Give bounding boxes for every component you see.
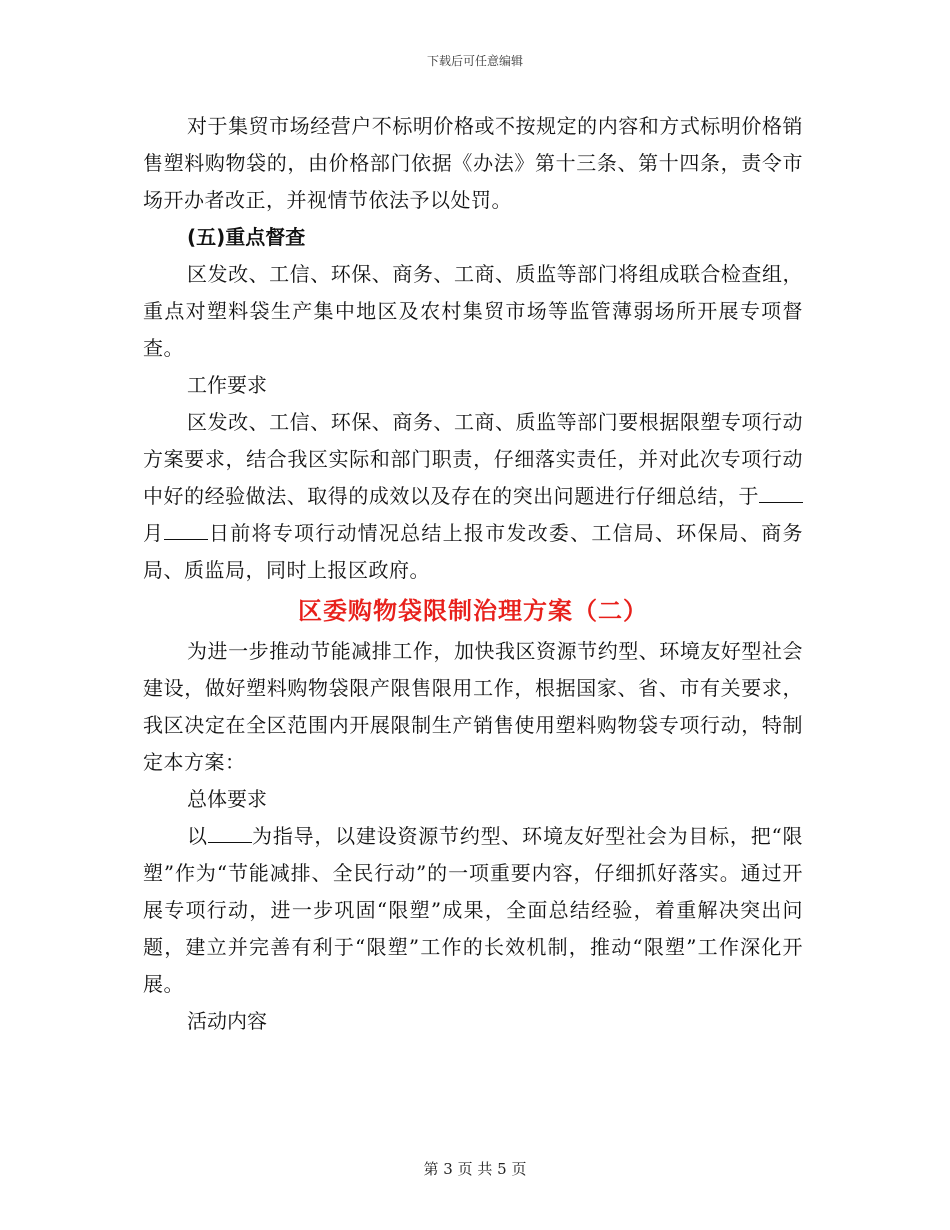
work-req-text-c: 日前将专项行动情况总结上报市发改委、工信局、环保局、商务局、质监局，同时上报区政府。 — [143, 521, 804, 582]
section-heading-activity-content: 活动内容 — [187, 1009, 267, 1033]
blank-guideline-field — [208, 822, 252, 843]
work-req-text-b: 月 — [143, 521, 165, 545]
paragraph-joint-inspection: 区发改、工信、环保、商务、工商、质监等部门将组成联合检查组，重点对塑料袋生产集中地区及农村集贸市场等监管薄弱场所开展专项督查。 — [143, 262, 803, 360]
overall-text-a: 以 — [187, 824, 208, 848]
paragraph-work-requirements — [143, 404, 803, 589]
work-req-text-a: 区发改、工信、环保、商务、工商、质监等部门要根据限塑专项行动方案要求，结合我区实际和部门职责，仔细落实责任，并对此次专项行动中好的经验做法、取得的成效以及存在的突出问题进行仔细总结，于 — [143, 410, 803, 508]
page-footer: 第 3 页 共 5 页 — [423, 1160, 527, 1178]
blank-day-field — [164, 519, 208, 540]
overall-text-b: 为指导，以建设资源节约型、环境友好型社会为目标，把“限塑”作为“节能减排、全民行动”的一项重要内容，仔细抓好落实。通过开展专项行动，进一步巩固“限塑”成果，全面总结经验，着重解决突出问题，建立并完善有利于“限塑”工作的长效机制，推动“限塑”工作深化开展。 — [143, 824, 803, 996]
blank-month-field — [759, 482, 803, 503]
paragraph-price-violation: 对于集贸市场经营户不标明价格或不按规定的内容和方式标明价格销售塑料购物袋的，由价格部门依据《办法》第十三条、第十四条，责令市场开办者改正，并视情节依法予以处罚。 — [143, 114, 803, 212]
section-heading-key-inspection: (五)重点督查 — [187, 225, 306, 249]
section-heading-overall-requirements: 总体要求 — [187, 787, 267, 811]
page-header: 下载后可任意编辑 — [426, 54, 523, 68]
paragraph-introduction: 为进一步推动节能减排工作，加快我区资源节约型、环境友好型社会建设，做好塑料购物袋限产限售限用工作，根据国家、省、市有关要求，我区决定在全区范围内开展限制生产销售使用塑料购物袋专项行动，特制定本方案： — [143, 639, 803, 774]
document-body — [143, 108, 803, 1040]
document-title: 区委购物袋限制治理方案（二） — [298, 597, 648, 625]
section-heading-work-requirements: 工作要求 — [187, 373, 267, 397]
paragraph-overall-requirements — [143, 818, 803, 1003]
